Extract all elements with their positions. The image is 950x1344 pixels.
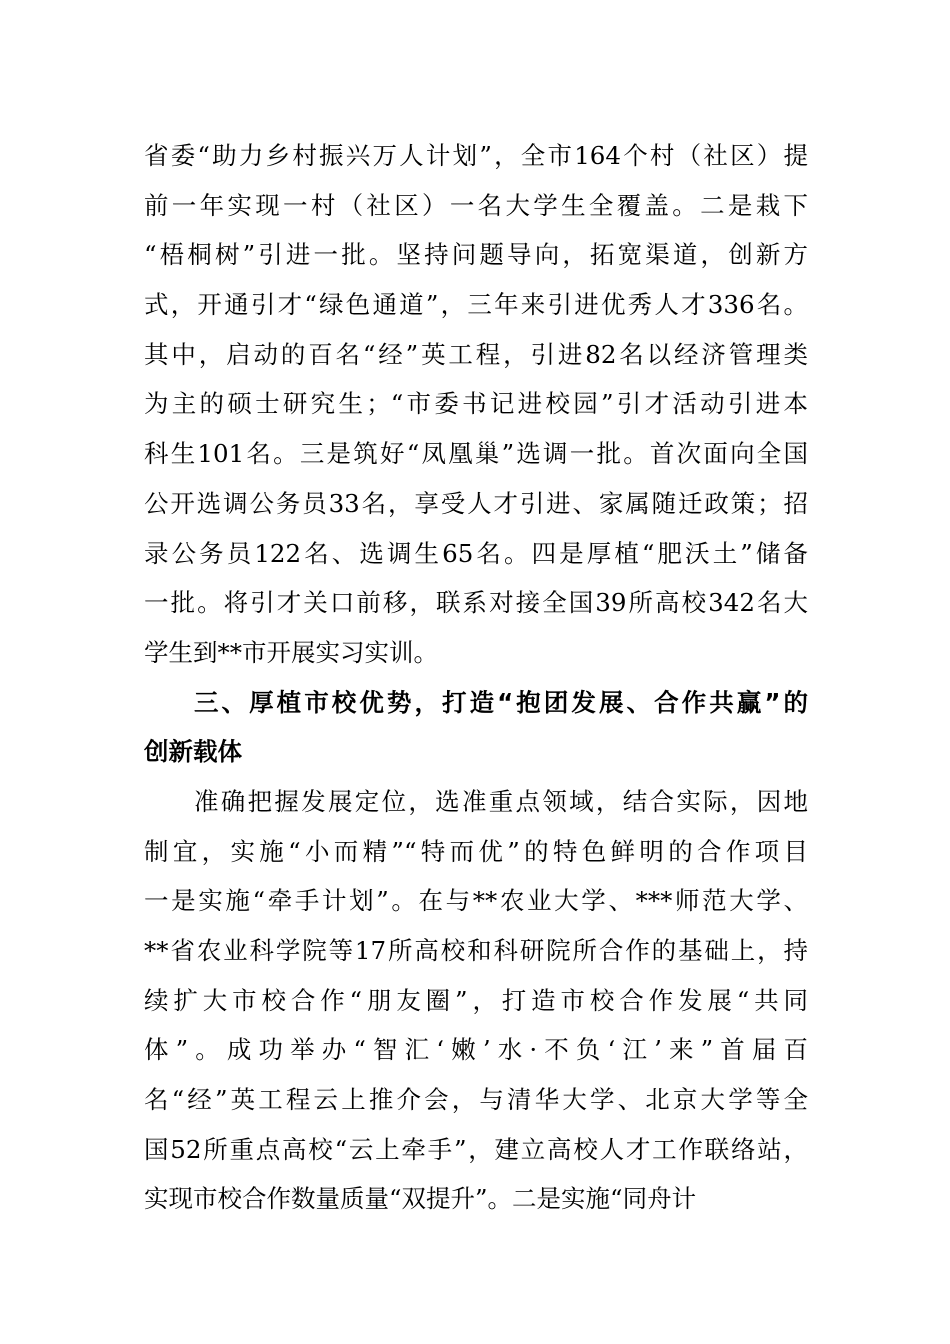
- section-heading-three: [144, 678, 808, 777]
- text-line: 公开选调公务员33名，享受人才引进、家属随迁政策；招: [144, 488, 808, 518]
- paragraph-school-city-cooperation: [144, 777, 808, 1224]
- text-line: 科生101名。三是筑好“凤凰巢”选调一批。首次面向全国: [144, 439, 808, 469]
- text-line: 前一年实现一村（社区）一名大学生全覆盖。二是栽下: [144, 190, 808, 220]
- text-line: 国52所重点高校“云上牵手”，建立高校人才工作联络站，: [144, 1134, 808, 1164]
- text-line: 续扩大市校合作“朋友圈”，打造市校合作发展“共同: [144, 985, 808, 1015]
- text-line: 名“经”英工程云上推介会，与清华大学、北京大学等全: [144, 1085, 808, 1115]
- text-line: 其中，启动的百名“经”英工程，引进82名以经济管理类: [144, 339, 808, 369]
- text-line: “梧桐树”引进一批。坚持问题导向，拓宽渠道，创新方: [144, 240, 808, 270]
- heading-line: 三、厚植市校优势，打造“抱团发展、合作共赢”的: [194, 687, 808, 717]
- text-line: 为主的硕士研究生；“市委书记进校园”引才活动引进本: [144, 389, 808, 419]
- text-line: 体”。成功举办“智汇‘嫩’水·不负‘江’来”首届百: [144, 1035, 808, 1065]
- paragraph-talent-recruitment: [144, 131, 808, 678]
- text-line: 学生到**市开展实习实训。: [144, 637, 438, 667]
- text-line: 省委“助力乡村振兴万人计划”，全市164个村（社区）提: [144, 141, 808, 170]
- text-line: 式，开通引才“绿色通道”，三年来引进优秀人才336名。: [144, 290, 808, 320]
- document-body: [144, 131, 808, 1224]
- text-line: 准确把握发展定位，选准重点领域，结合实际，因地: [194, 786, 808, 816]
- text-line: **省农业科学院等17所高校和科研院所合作的基础上，持: [144, 936, 808, 965]
- text-line: 制宜，实施“小而精”“特而优”的特色鲜明的合作项目: [144, 836, 808, 866]
- text-line: 一是实施“牵手计划”。在与**农业大学、***师范大学、: [144, 886, 808, 916]
- text-line: 一批。将引才关口前移，联系对接全国39所高校342名大: [144, 588, 808, 618]
- text-line: 录公务员122名、选调生65名。四是厚植“肥沃土”储备: [144, 538, 808, 568]
- text-line: 实现市校合作数量质量“双提升”。二是实施“同舟计: [144, 1184, 697, 1214]
- heading-line: 创新载体: [144, 737, 242, 767]
